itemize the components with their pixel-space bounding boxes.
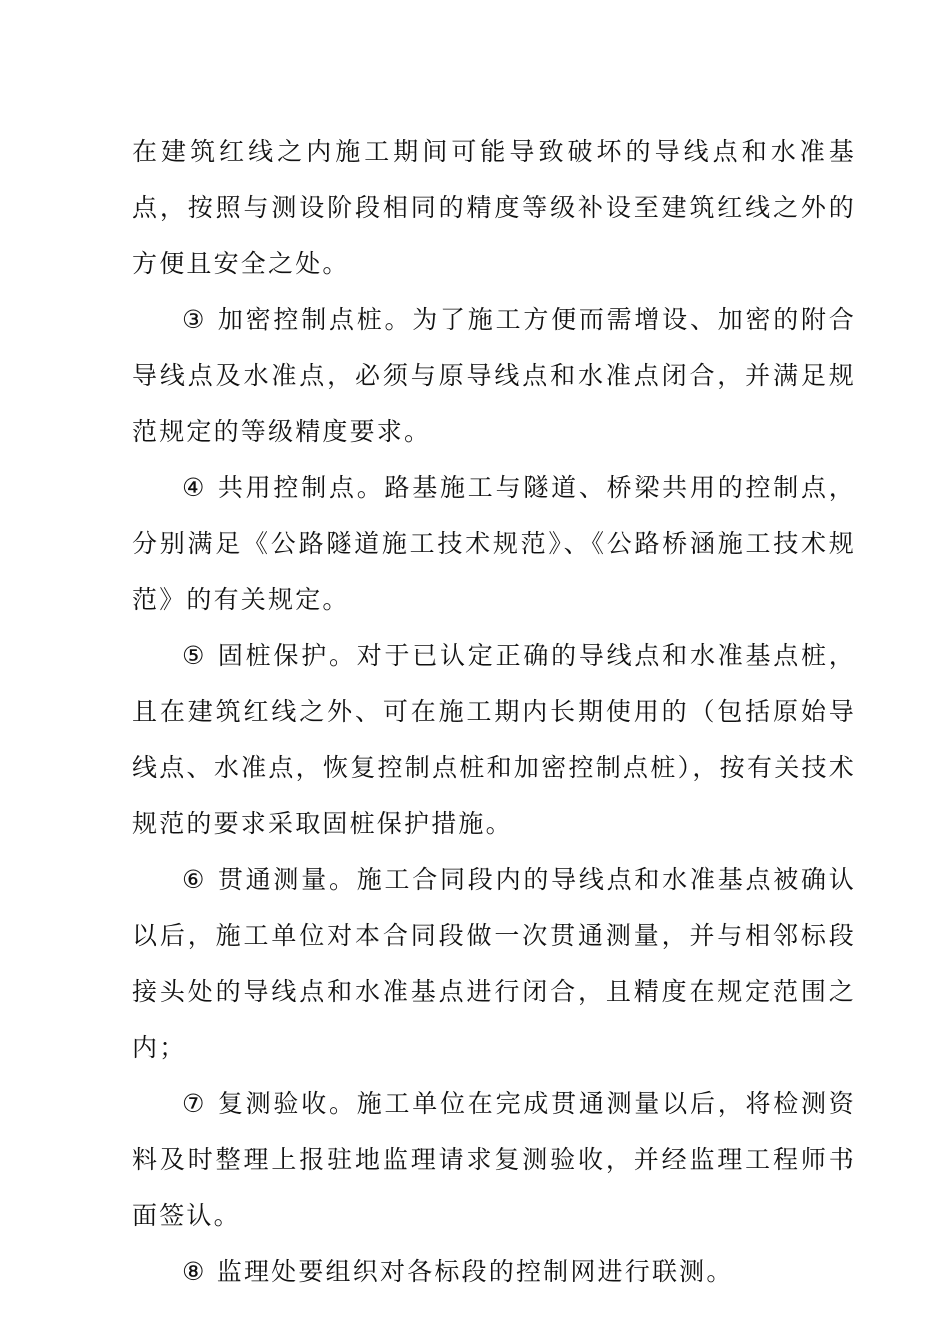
paragraph-item-4: ④ 共用控制点。路基施工与隧道、桥梁共用的控制点，分别满足《公路隧道施工技术规范》、《公路桥涵施工技术规范》的有关规定。 — [132, 473, 856, 614]
paragraph-continuation: 在建筑红线之内施工期间可能导致破坏的导线点和水准基点，按照与测设阶段相同的精度等级补设至建筑红线之外的方便且安全之处。 — [132, 137, 856, 278]
paragraph-item-7: ⑦ 复测验收。施工单位在完成贯通测量以后，将检测资料及时整理上报驻地监理请求复测验收，并经监理工程师书面签认。 — [132, 1089, 856, 1230]
paragraph-item-3: ③ 加密控制点桩。为了施工方便而需增设、加密的附合导线点及水准点，必须与原导线点和水准点闭合，并满足规范规定的等级精度要求。 — [132, 305, 856, 446]
document-body — [132, 124, 856, 1300]
paragraph-item-6: ⑥ 贯通测量。施工合同段内的导线点和水准基点被确认以后，施工单位对本合同段做一次贯通测量，并与相邻标段接头处的导线点和水准基点进行闭合，且精度在规定范围之内； — [132, 865, 856, 1062]
paragraph-item-5: ⑤ 固桩保护。对于已认定正确的导线点和水准基点桩，且在建筑红线之外、可在施工期内长期使用的（包括原始导线点、水准点，恢复控制点桩和加密控制点桩），按有关技术规范的要求采取固桩保护措施。 — [132, 641, 856, 838]
paragraph-item-8: ⑧ 监理处要组织对各标段的控制网进行联测。 — [182, 1257, 734, 1286]
